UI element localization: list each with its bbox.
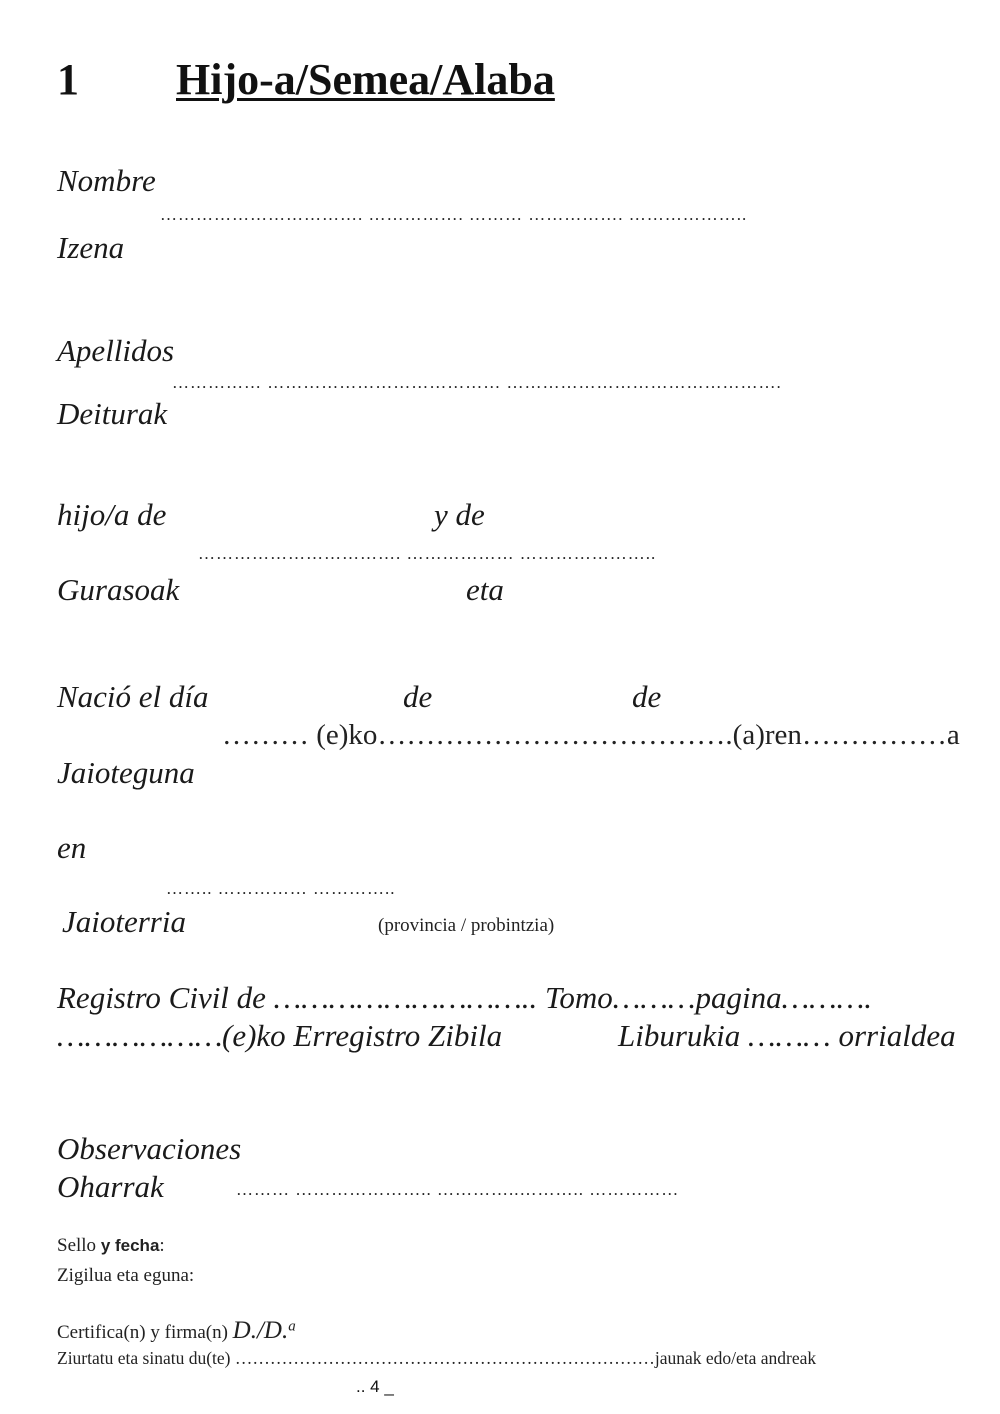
sello-word: Sello <box>57 1235 97 1256</box>
erregistro-label: (e)ko Erregistro Zibila <box>222 1018 503 1053</box>
de1-label: de <box>403 679 433 714</box>
registro-dots-eu[interactable]: ……………… <box>57 1018 223 1053</box>
eta-label: eta <box>466 572 504 607</box>
y-de-label: y de <box>434 497 485 532</box>
jaioteguna-label: Jaioteguna <box>57 755 195 790</box>
zigilua-label: Zigilua eta eguna: <box>57 1265 195 1286</box>
observaciones-field[interactable]: ……… ………………….. …………..……….. …………… <box>236 1180 680 1199</box>
fecha-word: y fecha <box>100 1236 160 1255</box>
registro-line-es: Registro Civil de ……………………….. Tomo………pagina………. <box>57 980 873 1015</box>
jaioterria-label: Jaioterria <box>62 904 186 939</box>
liburukia-label: Liburukia ……… orrialdea <box>618 1018 956 1053</box>
sello-colon: : <box>159 1235 165 1256</box>
padres-field[interactable]: ……………………………. ……………… ………………….. <box>198 544 657 563</box>
izena-label: Izena <box>57 230 125 265</box>
d-sup: a <box>288 1318 296 1335</box>
ziurtatu-line[interactable]: Ziurtatu eta sinatu du(te) ………………………………………………………………jaunak edo/eta andreak <box>57 1348 817 1368</box>
lugar-field[interactable]: …….. …………… ………….. <box>166 879 396 898</box>
section-number: 1 <box>57 55 79 104</box>
sello-label <box>57 1236 165 1255</box>
de2-label: de <box>632 679 662 714</box>
gurasoak-label: Gurasoak <box>57 572 180 607</box>
section-title: Hijo-a/Semea/Alaba <box>176 55 555 104</box>
certifica-label <box>57 1318 296 1343</box>
apellidos-field[interactable]: …………… ………………………………… ………………………………………. <box>172 373 782 392</box>
provincia-note: (provincia / probintzia) <box>378 915 555 936</box>
nacio-label: Nació el día <box>57 679 209 714</box>
apellidos-label: Apellidos <box>57 333 175 368</box>
observaciones-label: Observaciones <box>57 1131 242 1166</box>
oharrak-label: Oharrak <box>57 1169 164 1204</box>
nombre-field[interactable]: ……………………………. ……………. ……… ……………. ……………….. <box>160 205 748 224</box>
certifica-text: Certifica(n) y firma(n) <box>57 1322 228 1343</box>
page-number: .. 4 _ <box>356 1377 394 1396</box>
nombre-label: Nombre <box>57 163 156 198</box>
d-label: D./D. <box>232 1317 289 1344</box>
hijo-de-label: hijo/a de <box>57 497 167 532</box>
deiturak-label: Deiturak <box>57 396 168 431</box>
fecha-nacimiento-field[interactable]: ……… (e)ko……………………………….(a)ren……………a <box>222 719 960 751</box>
en-label: en <box>57 830 87 865</box>
